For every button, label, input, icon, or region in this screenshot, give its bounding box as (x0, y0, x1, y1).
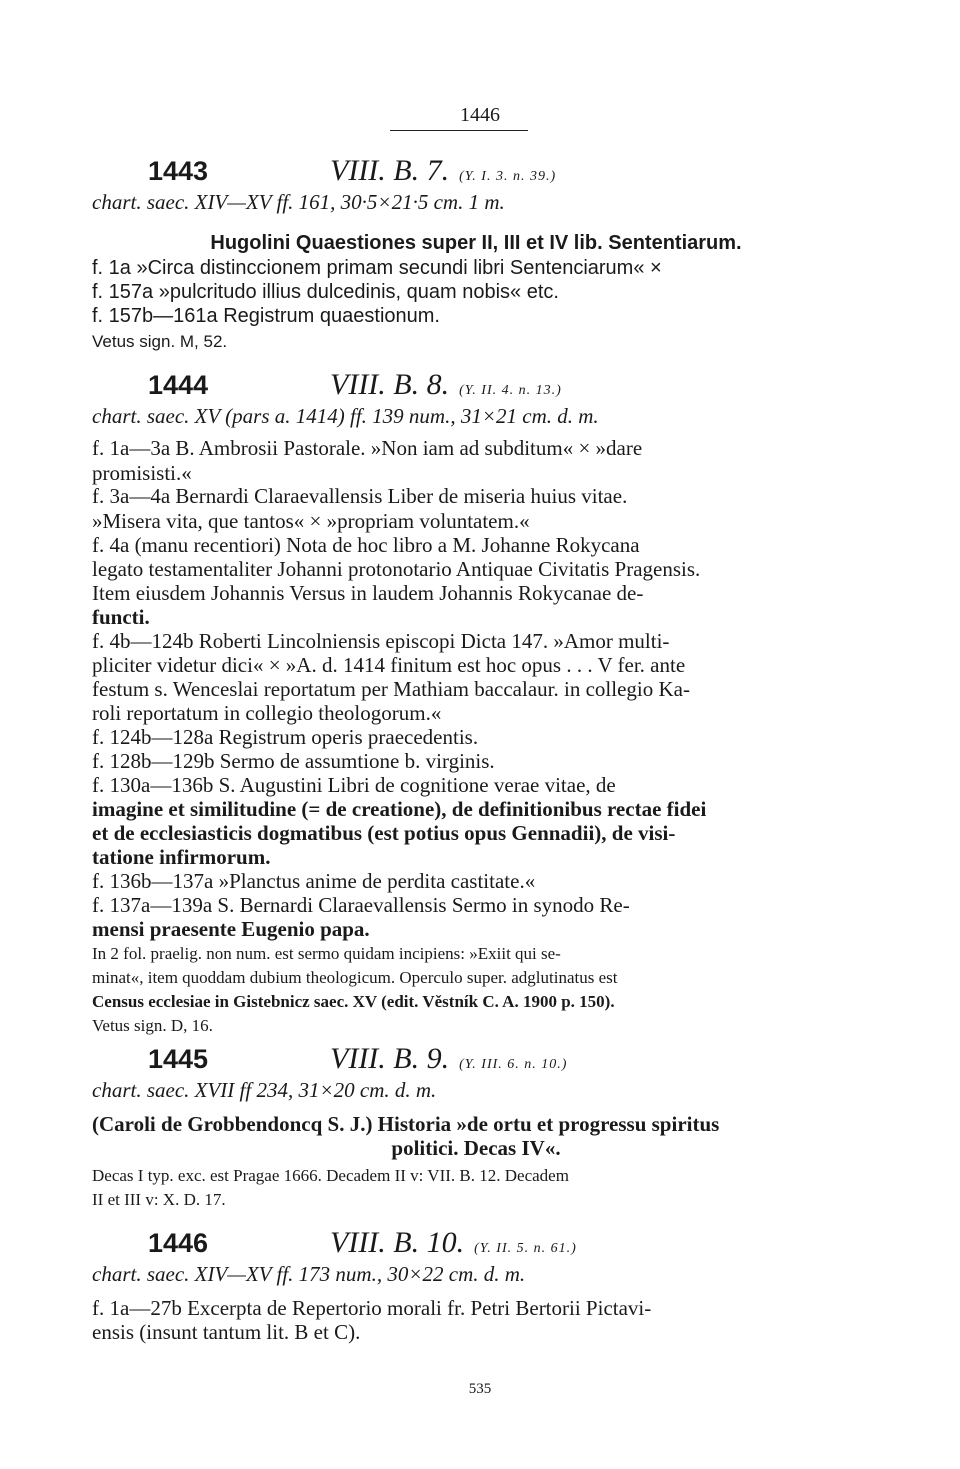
content-line: f. 4a (manu recentiori) Nota de hoc libro a M. Johanne Rokycana (92, 533, 640, 557)
content-line: f. 4b—124b Roberti Lincolniensis episcopi Dicta 147. »Amor multi- (92, 629, 670, 653)
content-line: et de ecclesiasticis dogmatibus (est potius opus Gennadii), de visi- (92, 821, 676, 845)
entry-title: Hugolini Quaestiones super II, III et IV lib. Sententiarum. (210, 232, 742, 254)
entry-title: (Caroli de Grobbendoncq S. J.) Historia »de ortu et progressu spiritus (92, 1112, 720, 1136)
folio-number: 535 (468, 1381, 492, 1397)
content-line: f. 157b—161a Registrum quaestionum. (92, 305, 440, 327)
content-line: f. 136b—137a »Planctus anime de perdita castitate.« (92, 869, 536, 893)
note-line: Vetus sign. D, 16. (92, 1016, 213, 1035)
content-line: f. 137a—139a S. Bernardi Claraevallensis Sermo in synodo Re- (92, 893, 630, 917)
old-shelfmark: (Y. III. 6. n. 10.) (459, 1057, 568, 1072)
old-shelfmark: (Y. II. 5. n. 61.) (474, 1241, 577, 1256)
content-line: functi. (92, 605, 150, 629)
content-line: f. 157a »pulcritudo illius dulcedinis, quam nobis« etc. (92, 281, 559, 303)
note-line: Decas I typ. exc. est Pragae 1666. Decadem II v: VII. B. 12. Decadem (92, 1166, 569, 1185)
entry-number: 1443 (148, 156, 209, 186)
physical-description: chart. saec. XVII ff 234, 31×20 cm. d. m. (92, 1078, 437, 1102)
old-shelfmark: (Y. I. 3. n. 39.) (459, 169, 557, 184)
content-line: ensis (insunt tantum lit. B et C). (92, 1320, 361, 1344)
content-line: legato testamentaliter Johanni protonotario Antiquae Civitatis Pragensis. (92, 557, 701, 581)
entry-number: 1445 (148, 1044, 209, 1074)
content-line: f. 128b—129b Sermo de assumtione b. virginis. (92, 749, 495, 773)
shelfmark: VIII. B. 7. (330, 154, 450, 187)
entry-shelfmark (330, 1042, 567, 1076)
shelfmark: VIII. B. 8. (330, 368, 450, 401)
content-line: pliciter videtur dici« × »A. d. 1414 finitum est hoc opus . . . V fer. ante (92, 653, 686, 677)
note-line: minat«, item quoddam dubium theologicum. Operculo super. adglutinatus est (92, 968, 618, 987)
content-line: roli reportatum in collegio theologorum.« (92, 701, 442, 725)
old-signature: Vetus sign. M, 52. (92, 332, 228, 351)
note-line: II et III v: X. D. 17. (92, 1190, 226, 1209)
content-line: promisisti.« (92, 461, 192, 485)
entry-shelfmark (330, 368, 562, 402)
content-line: tatione infirmorum. (92, 845, 271, 869)
physical-description: chart. saec. XV (pars a. 1414) ff. 139 num., 31×21 cm. d. m. (92, 404, 599, 428)
entry-number: 1446 (148, 1228, 209, 1258)
running-page-number: 1446 (460, 104, 500, 126)
content-line: f. 1a—3a B. Ambrosii Pastorale. »Non iam ad subditum« × »dare (92, 436, 643, 460)
note-line: In 2 fol. praelig. non num. est sermo quidam incipiens: »Exiit qui se- (92, 944, 561, 963)
content-line: f. 3a—4a Bernardi Claraevallensis Liber de miseria huius vitae. (92, 484, 628, 508)
content-line: »Misera vita, que tantos« × »propriam voluntatem.« (92, 509, 530, 533)
entry-number: 1444 (148, 370, 209, 400)
physical-description: chart. saec. XIV—XV ff. 173 num., 30×22 cm. d. m. (92, 1262, 526, 1286)
physical-description: chart. saec. XIV—XV ff. 161, 30·5×21·5 cm. 1 m. (92, 190, 505, 214)
content-line: imagine et similitudine (= de creatione), de definitionibus rectae fidei (92, 797, 707, 821)
entry-shelfmark (330, 1226, 577, 1260)
note-line: Census ecclesiae in Gistebnicz saec. XV (edit. Věstník C. A. 1900 p. 150). (92, 992, 615, 1011)
shelfmark: VIII. B. 10. (330, 1226, 465, 1259)
entry-title-cont: politici. Decas IV«. (391, 1136, 561, 1160)
shelfmark: VIII. B. 9. (330, 1042, 450, 1075)
content-line: f. 124b—128a Registrum operis praecedentis. (92, 725, 479, 749)
header-rule (390, 130, 528, 131)
content-line: festum s. Wenceslai reportatum per Mathiam baccalaur. in collegio Ka- (92, 677, 690, 701)
content-line: mensi praesente Eugenio papa. (92, 917, 370, 941)
content-line: f. 1a »Circa distinccionem primam secundi libri Sentenciarum« × (92, 257, 662, 279)
entry-shelfmark (330, 154, 556, 188)
content-line: f. 1a—27b Excerpta de Repertorio morali fr. Petri Bertorii Pictavi- (92, 1296, 652, 1320)
content-line: f. 130a—136b S. Augustini Libri de cognitione verae vitae, de (92, 773, 616, 797)
content-line: Item eiusdem Johannis Versus in laudem Johannis Rokycanae de- (92, 581, 644, 605)
old-shelfmark: (Y. II. 4. n. 13.) (459, 383, 562, 398)
